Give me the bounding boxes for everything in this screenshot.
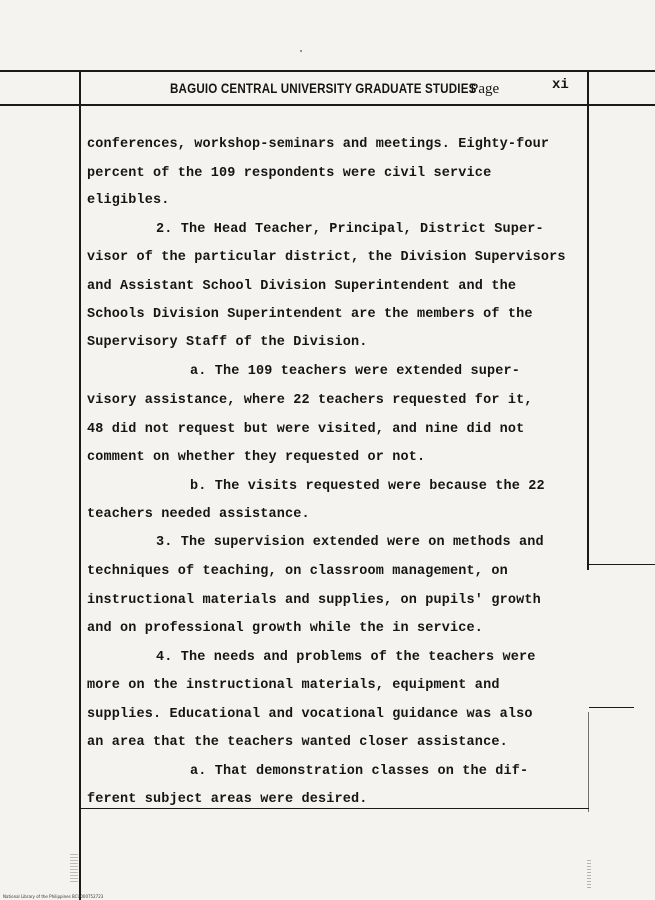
page-label: Page (470, 81, 500, 97)
text-line: instructional materials and supplies, on pupils' growth (87, 593, 541, 608)
text-line: ferent subject areas were desired. (87, 792, 368, 807)
right-margin-rule-lower (588, 712, 589, 812)
header-bottom-rule (0, 104, 655, 106)
right-edge-mark-2 (589, 707, 634, 708)
text-line: 4. The needs and problems of the teachers were (156, 650, 536, 665)
text-line: b. The visits requested were because the 22 (190, 479, 545, 494)
text-line: techniques of teaching, on classroom management, on (87, 564, 508, 579)
text-line: visor of the particular district, the Division Supervisors (87, 250, 566, 265)
text-line: an area that the teachers wanted closer assistance. (87, 735, 508, 750)
right-margin-rule (587, 70, 589, 570)
text-line: conferences, workshop-seminars and meetings. Eighty-four (87, 137, 550, 152)
text-line: percent of the 109 respondents were civil service (87, 166, 492, 181)
text-line: and Assistant School Division Superintendent and the (87, 279, 517, 294)
right-edge-mark (589, 564, 655, 565)
text-line: more on the instructional materials, equipment and (87, 678, 500, 693)
text-line: eligibles. (87, 193, 170, 208)
text-line: teachers needed assistance. (87, 507, 310, 522)
scan-artifact (70, 852, 78, 882)
bottom-rule (79, 808, 589, 809)
text-line: and on professional growth while the in service. (87, 621, 484, 636)
text-line: supplies. Educational and vocational guidance was also (87, 707, 533, 722)
text-line: comment on whether they requested or not. (87, 450, 426, 465)
scan-speck (300, 50, 302, 52)
text-line: a. The 109 teachers were extended super- (190, 364, 521, 379)
page-number: xi (552, 77, 569, 93)
page-header-title: BAGUIO CENTRAL UNIVERSITY GRADUATE STUDIES (170, 81, 477, 96)
footer-library-note: National Library of the Philippines BCU000752723 (3, 894, 104, 899)
text-line: Schools Division Superintendent are the members of the (87, 307, 533, 322)
text-line: 3. The supervision extended were on methods and (156, 535, 544, 550)
header-top-rule (0, 70, 655, 72)
text-line: 48 did not request but were visited, and nine did not (87, 422, 525, 437)
scan-artifact-right (587, 860, 591, 888)
text-line: visory assistance, where 22 teachers requested for it, (87, 393, 533, 408)
text-line: a. That demonstration classes on the dif- (190, 764, 529, 779)
text-line: Supervisory Staff of the Division. (87, 335, 368, 350)
left-margin-rule (79, 70, 81, 900)
text-line: 2. The Head Teacher, Principal, District Super- (156, 222, 544, 237)
